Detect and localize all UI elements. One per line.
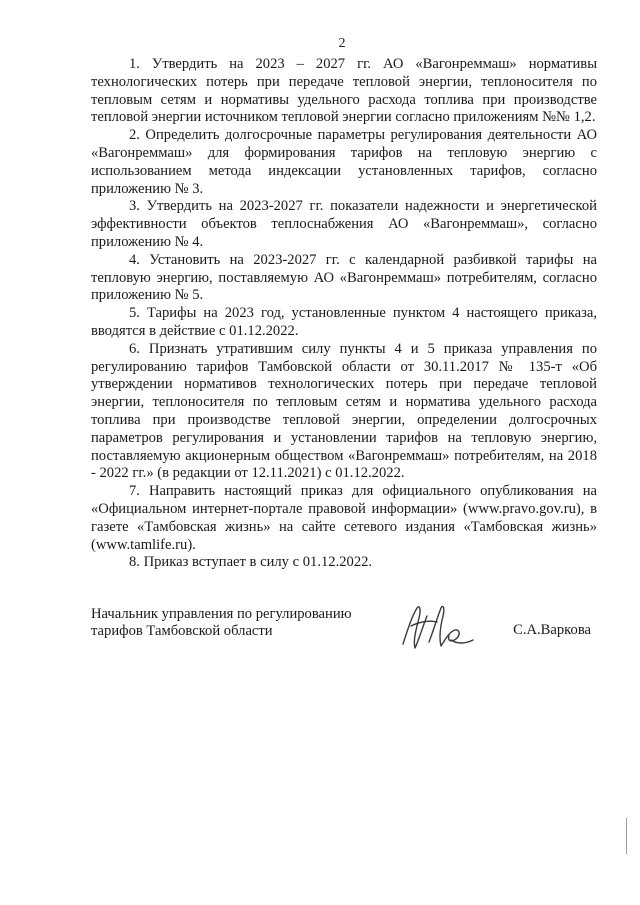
page-number: 2	[338, 36, 346, 51]
handwritten-signature	[393, 596, 483, 656]
paragraph-2: 2. Определить долгосрочные параметры регулирования деятельности АО «Вагонреммаш» для формирования тарифов на тепловую энергию с использованием метода индексации установленных тарифов, согласно приложению № 3.	[91, 127, 597, 197]
paragraph-1: 1. Утвердить на 2023 – 2027 гг. АО «Вагонреммаш» нормативы технологических потерь при передаче тепловой энергии, теплоносителя по тепловым сетям и нормативы удельного расхода топлива при производстве тепловой энергии источником тепловой энергии согласно приложениям №№ 1,2.	[91, 56, 597, 126]
signer-position	[91, 606, 391, 639]
scan-artifact-mark	[626, 818, 627, 854]
signer-name: С.А.Варкова	[513, 622, 591, 638]
paragraph-4: 4. Установить на 2023-2027 гг. с календарной разбивкой тарифы на тепловую энергию, поставляемую АО «Вагонреммаш» потребителям, согласно приложению № 5.	[91, 251, 597, 304]
document-body	[91, 56, 597, 572]
paragraph-7: 7. Направить настоящий приказ для официального опубликования на «Официальном интернет-портале правовой информации» (www.pravo.gov.ru), в газете «Тамбовская жизнь» на сайте сетевого издания «Тамбовская жизнь» (www.tamlife.ru).	[91, 483, 597, 553]
paragraph-3: 3. Утвердить на 2023-2027 гг. показатели надежности и энергетической эффективности объектов теплоснабжения АО «Вагонреммаш», согласно приложению № 4.	[91, 198, 597, 250]
paragraph-5: 5. Тарифы на 2023 год, установленные пунктом 4 настоящего приказа, вводятся в действие с 01.12.2022.	[91, 305, 597, 339]
signer-position-line-2: тарифов Тамбовской области	[91, 622, 273, 639]
signer-position-line-1: Начальник управления по регулированию	[91, 606, 352, 622]
paragraph-8: 8. Приказ вступает в силу с 01.12.2022.	[129, 554, 373, 571]
paragraph-6: 6. Признать утратившим силу пункты 4 и 5 приказа управления по регулированию тарифов Тамбовской области от 30.11.2017 № 135-т «Об утверждении нормативов технологических потерь при передаче тепловой энергии, теплоносителя по тепловым сетям и норматива удельного расхода топлива при производстве тепловой энергии, определении долгосрочных параметров регулирования и установлении тарифов на тепловую энергию, поставляемую акционерным обществом «Вагонреммаш» потребителям, на 2018 - 2022 гг.» (в редакции от 12.11.2021) с 01.12.2022.	[91, 340, 597, 482]
signature-block	[91, 606, 597, 666]
